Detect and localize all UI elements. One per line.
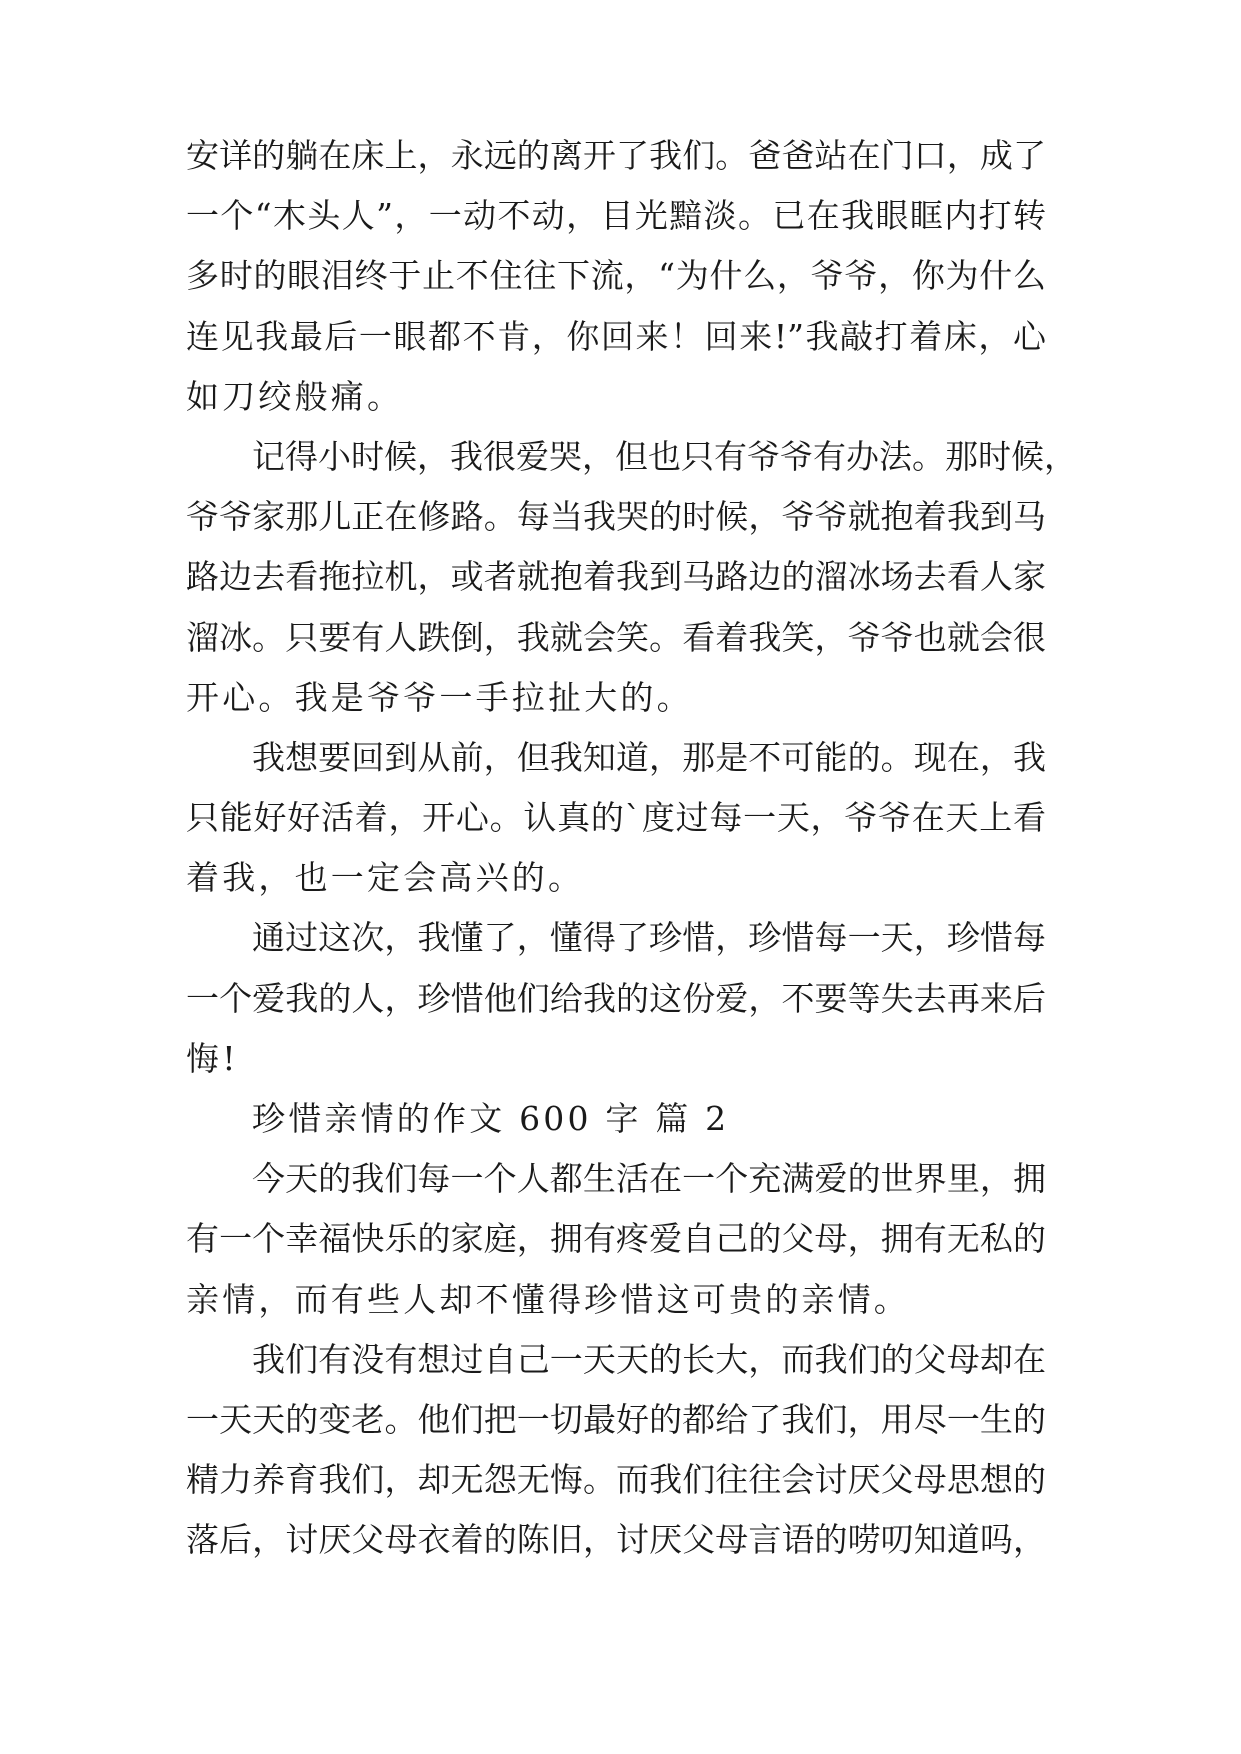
text-line: 一个爱我的人，珍惜他们给我的这份爱，不要等失去再来后 [186,978,1046,1018]
text-line: 记得小时候，我很爱哭，但也只有爷爷有办法。那时候， [252,436,1077,476]
text-line: 只能好好活着，开心。认真的`度过每一天，爷爷在天上看 [186,798,1046,838]
text-line: 一天天的变老。他们把一切最好的都给了我们，用尽一生的 [186,1399,1046,1439]
text-line: 我想要回到从前，但我知道，那是不可能的。现在，我 [252,737,1046,777]
text-line: 悔! [186,1038,239,1078]
text-line: 溜冰。只要有人跌倒，我就会笑。看着我笑，爷爷也就会很 [186,617,1046,657]
text-line: 有一个幸福快乐的家庭，拥有疼爱自己的父母，拥有无私的 [186,1219,1046,1259]
text-line: 开心。我是爷爷一手拉扯大的。 [186,677,693,717]
text-line: 今天的我们每一个人都生活在一个充满爱的世界里，拥 [252,1159,1046,1199]
text-line: 爷爷家那儿正在修路。每当我哭的时候，爷爷就抱着我到马 [186,497,1046,537]
text-line: 我们有没有想过自己一天天的长大，而我们的父母却在 [252,1339,1046,1379]
text-line: 着我，也一定会高兴的。 [186,858,585,898]
text-line: 通过这次，我懂了，懂得了珍惜，珍惜每一天，珍惜每 [252,918,1046,958]
text-line: 如刀绞般痛。 [186,376,404,416]
text-line: 精力养育我们，却无怨无悔。而我们往往会讨厌父母思想的 [186,1460,1046,1500]
text-line: 多时的眼泪终于止不住往下流，“为什么，爷爷，你为什么 [186,256,1046,296]
text-line: 连见我最后一眼都不肯，你回来！回来!”我敲打着床，心 [186,316,1046,356]
text-line: 安详的躺在床上，永远的离开了我们。爸爸站在门口，成了 [186,136,1046,175]
document-body [186,126,1077,1571]
text-line: 路边去看拖拉机，或者就抱着我到马路边的溜冰场去看人家 [186,557,1046,597]
text-line: 落后，讨厌父母衣着的陈旧，讨厌父母言语的唠叨知道吗， [186,1520,1046,1560]
text-line: 一个“木头人”，一动不动，目光黯淡。已在我眼眶内打转 [186,196,1046,236]
text-line: 亲情，而有些人却不懂得珍惜这可贵的亲情。 [186,1279,910,1319]
section-heading: 珍惜亲情的作文 600 字 篇 2 [252,1099,730,1138]
